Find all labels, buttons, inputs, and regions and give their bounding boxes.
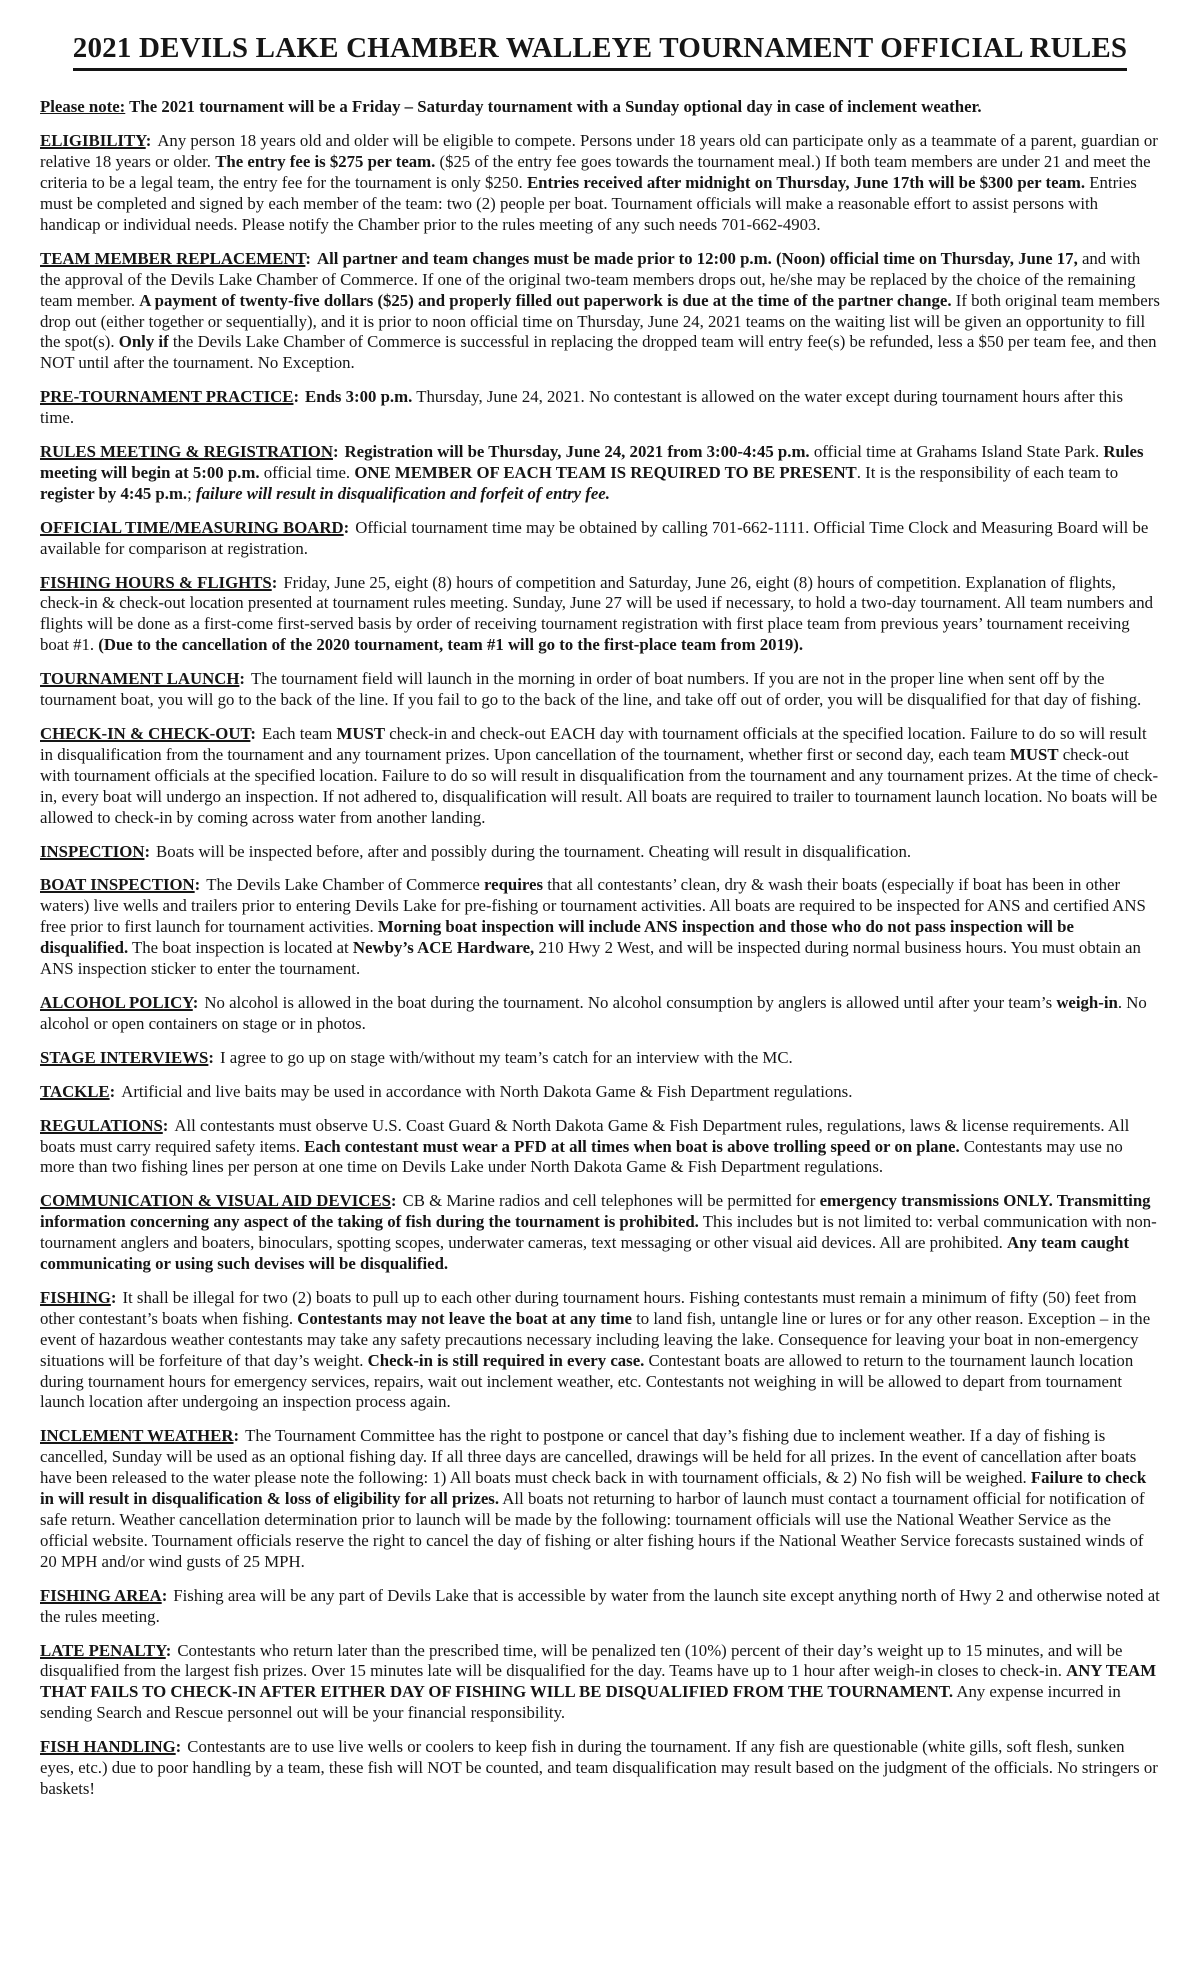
section-heading-colon: : [194, 875, 201, 895]
section-check-in-check-out [40, 724, 1160, 829]
section-heading-colon: : [162, 1115, 169, 1135]
section-rules-meeting-registration-run-0: Registration will be Thursday, June 24, 2021 from 3:00-4:45 p.m. [344, 442, 810, 462]
section-tournament-launch-run-0: The tournament field will launch in the morning in order of boat numbers. If you are not in the proper line when sent off by the tournament boat, you will go to the back of the line. If you fail to go to the back of the line, and take off out of order, you will be disqualified for that day of fishing. [40, 669, 1142, 710]
section-heading-colon: : [305, 248, 311, 268]
section-rules-meeting-registration-run-5: . It is the responsibility of each team to [856, 462, 1119, 482]
section-team-member-replacement-run-4: Only if [118, 332, 169, 352]
section-regulations-run-1: Each contestant must wear a PFD at all times when boat is above trolling speed or on plane. [304, 1136, 960, 1156]
section-boat-inspection-run-6: 210 Hwy 2 West, and will be inspected during normal business hours. You must obtain an ANS inspection sticker to enter the tournament. [40, 938, 1141, 979]
section-heading-colon: : [144, 841, 151, 861]
section-heading-fishing-area: FISHING AREA [40, 1585, 162, 1605]
section-heading-check-in-check-out: CHECK-IN & CHECK-OUT [40, 724, 251, 743]
section-fishing-run-1: Contestants may not leave the boat at any time [297, 1308, 632, 1328]
page-title [40, 32, 1160, 71]
section-communication-visual-aid-devices-run-2: This includes but is not limited to: verbal communication with non-tournament anglers and boaters, binoculars, spotting scopes, underwater cameras, text messaging or other visual aid devices. All are prohibited. [40, 1212, 1157, 1253]
section-heading-official-time-measuring-board: OFFICIAL TIME/MEASURING BOARD [40, 517, 344, 537]
section-team-member-replacement-run-2: A payment of twenty-five dollars ($25) and properly filled out paperwork is due at the time of the partner change. [139, 290, 952, 310]
please-note-label: Please note: [40, 97, 126, 117]
section-tackle [40, 1082, 1160, 1103]
section-communication-visual-aid-devices-run-1: emergency transmissions ONLY. Transmitting information concerning any aspect of the taking of fish during the tournament is prohibited. [40, 1191, 1151, 1232]
section-late-penalty-run-2: Any expense incurred in sending Search and Rescue personnel out will be your financial responsibility. [40, 1682, 1121, 1723]
section-rules-meeting-registration-run-2: Rules meeting will begin at 5:00 p.m. [40, 442, 1144, 482]
section-boat-inspection-run-1: requires [483, 875, 544, 895]
section-heading-colon: : [250, 724, 256, 743]
section-boat-inspection [40, 875, 1160, 980]
section-official-time-measuring-board [40, 518, 1160, 560]
section-heading-tournament-launch: TOURNAMENT LAUNCH [40, 669, 240, 689]
section-eligibility-run-3: Entries received after midnight on Thursday, June 17th will be $300 per team. [526, 173, 1086, 193]
section-rules-meeting-registration [40, 442, 1160, 505]
section-late-penalty [40, 1641, 1160, 1725]
page-title-text: 2021 DEVILS LAKE CHAMBER WALLEYE TOURNAMENT OFFICIAL RULES [73, 32, 1127, 71]
section-heading-boat-inspection: BOAT INSPECTION [40, 875, 195, 895]
section-team-member-replacement-run-3: If both original team members drop out (either together or sequentially), and it is prior to noon official time on Thursday, June 24, 2021 teams on the waiting list will be given an opportunity to fill the spot(s). [40, 290, 1160, 352]
section-team-member-replacement-run-5: the Devils Lake Chamber of Commerce is successful in replacing the dropped team will entry fee(s) be refunded, less a $50 per team fee, and then NOT until after the tournament. No Exception. [40, 332, 1157, 373]
section-tournament-launch [40, 669, 1160, 711]
section-eligibility-run-0: Any person 18 years old and older will be eligible to compete. Persons under 18 years old can participate only as a teammate of a parent, guardian or relative 18 years or older. [40, 131, 1158, 172]
section-rules-meeting-registration-run-6: register by 4:45 p.m. [40, 483, 188, 503]
section-heading-fishing: FISHING [40, 1287, 111, 1307]
section-inclement-weather-run-2: All boats not returning to harbor of launch must contact a tournament official for notification of safe return. Weather cancellation determination prior to launch will be made by the following: tournament officials will use the National Weather Service as the official website. Tournament officials reserve the right to cancel the day of fishing or alter fishing hours if the National Weather Service forecasts sustained winds of 20 MPH and/or wind gusts of 25 MPH. [40, 1489, 1145, 1571]
section-tackle-run-0: Artificial and live baits may be used in accordance with North Dakota Game & Fish Department regulations. [121, 1081, 853, 1101]
section-heading-fish-handling: FISH HANDLING [40, 1737, 176, 1757]
section-fishing-run-2: to land fish, untangle line or lures or for any other reason. Exception – in the event of hazardous weather contestants may take any safety precautions necessary including leaving the lake. Consequence for leaving your boat in non-emergency situations will be forfeiture of that day’s weight. [40, 1308, 1151, 1370]
section-heading-communication-visual-aid-devices: COMMUNICATION & VISUAL AID DEVICES [40, 1191, 391, 1211]
section-boat-inspection-run-4: The boat inspection is located at [128, 938, 353, 958]
section-eligibility-run-4: Entries must be completed and signed by each member of the team: two (2) people per boat. Tournament officials will make a reasonable effort to assist persons with handicap or individual needs. Please notify the Chamber prior to the rules meeting of any such needs 701-662-4903. [40, 173, 1137, 234]
section-alcohol-policy-run-1: weigh-in [1056, 992, 1118, 1012]
section-rules-meeting-registration-run-8: failure will result in disqualification and forfeit of entry fee. [196, 483, 610, 503]
section-fish-handling [40, 1737, 1160, 1800]
section-check-in-check-out-run-3: MUST [1010, 744, 1059, 764]
section-rules-meeting-registration-run-7: ; [187, 483, 196, 503]
section-fishing-hours-flights-run-0: Friday, June 25, eight (8) hours of competition and Saturday, June 26, eight (8) hours of competition. Explanation of flights, check-in & check-out location presented at tournament rules meeting. Sunday, June 27 will be used if necessary, to hold a two-day tournament. All team numbers and flights will be done as a first-come first-served basis by order of receiving tournament registration with first place team from previous years’ tournament receiving boat #1. [40, 572, 1153, 655]
section-pre-tournament-practice-run-1: Thursday, June 24, 2021. No contestant is allowed on the water except during tournament hours after this time. [40, 387, 1124, 428]
section-regulations-run-0: All contestants must observe U.S. Coast Guard & North Dakota Game & Fish Department rules, regulations, laws & license requirements. All boats must carry required safety items. [40, 1115, 1130, 1156]
section-check-in-check-out-run-1: MUST [336, 724, 386, 743]
section-heading-colon: : [109, 1081, 116, 1101]
section-regulations [40, 1116, 1160, 1179]
section-boat-inspection-run-2: that all contestants’ clean, dry & wash their boats (especially if boat has been in other waters) live wells and trailers prior to entering Devils Lake for pre-fishing or tournament activities. All boats are required to be inspected for ANS and certified ANS free prior to first launch for tournament activities. [40, 875, 1146, 937]
section-fishing-hours-flights [40, 573, 1160, 657]
section-heading-colon: : [343, 517, 350, 537]
section-fishing-run-0: It shall be illegal for two (2) boats to pull up to each other during tournament hours. Fishing contestants must remain a minimum of fifty (50) feet from other contestant’s boats when fishing. [40, 1287, 1137, 1328]
section-rules-meeting-registration-run-4: ONE MEMBER OF EACH TEAM IS REQUIRED TO BE PRESENT [354, 462, 857, 482]
section-heading-colon: : [271, 572, 278, 592]
section-check-in-check-out-run-0: Each team [261, 724, 337, 743]
section-inspection [40, 842, 1160, 863]
section-heading-colon: : [239, 669, 245, 689]
section-fishing-area-run-0: Fishing area will be any part of Devils Lake that is accessible by water from the launch site except anything north of Hwy 2 and otherwise noted at the rules meeting. [40, 1585, 1160, 1626]
section-check-in-check-out-run-4: check-out with tournament officials at the specified location. Failure to do so will result in disqualification from the tournament and any tournament prizes. At the time of check-in, every boat will undergo an inspection. If not adhered to, disqualification will result. All boats are required to trailer to tournament launch location. No boats will be allowed to check-in by coming across water from another landing. [40, 744, 1159, 827]
section-eligibility-run-2: ($25 of the entry fee goes towards the tournament meal.) If both team members are under 21 and meet the criteria to be a legal team, the entry fee for the tournament is only $250. [40, 152, 1151, 193]
section-eligibility [40, 131, 1160, 236]
section-inclement-weather-run-1: Failure to check in will result in disqualification & loss of eligibility for all prizes. [40, 1468, 1147, 1509]
section-heading-colon: : [161, 1585, 168, 1605]
section-heading-colon: : [110, 1287, 117, 1307]
section-boat-inspection-run-5: Newby’s ACE Hardware, [352, 938, 535, 958]
section-boat-inspection-run-3: Morning boat inspection will include ANS inspection and those who do not pass inspection will be disqualified. [40, 917, 1074, 958]
section-fishing-run-3: Check-in is still required in every case. [367, 1350, 645, 1370]
section-eligibility-run-1: The entry fee is $275 per team. [215, 152, 436, 172]
section-heading-inclement-weather: INCLEMENT WEATHER [40, 1426, 234, 1446]
section-heading-alcohol-policy: ALCOHOL POLICY [40, 992, 193, 1012]
section-alcohol-policy [40, 993, 1160, 1035]
section-fishing-hours-flights-run-1: (Due to the cancellation of the 2020 tournament, team #1 will go to the first-place team from 2019). [98, 635, 804, 655]
section-team-member-replacement-run-0: All partner and team changes must be made prior to 12:00 p.m. (Noon) official time on Thursday, June 17, [317, 248, 1078, 268]
section-inspection-run-0: Boats will be inspected before, after and possibly during the tournament. Cheating will result in disqualification. [156, 841, 912, 861]
section-heading-colon: : [165, 1640, 172, 1660]
section-rules-meeting-registration-run-1: official time at Grahams Island State Park. [809, 442, 1104, 462]
section-team-member-replacement [40, 249, 1160, 374]
section-heading-regulations: REGULATIONS [40, 1115, 163, 1135]
section-heading-eligibility: ELIGIBILITY [40, 131, 146, 151]
section-heading-stage-interviews: STAGE INTERVIEWS [40, 1047, 209, 1067]
section-alcohol-policy-run-0: No alcohol is allowed in the boat during the tournament. No alcohol consumption by anglers is allowed until after your team’s [204, 992, 1057, 1012]
section-heading-pre-tournament-practice: PRE-TOURNAMENT PRACTICE [40, 387, 294, 407]
section-heading-inspection: INSPECTION [40, 841, 145, 861]
section-fishing-area [40, 1586, 1160, 1628]
section-heading-colon: : [332, 442, 339, 462]
section-heading-late-penalty: LATE PENALTY [40, 1640, 166, 1660]
section-heading-colon: : [192, 992, 199, 1012]
section-pre-tournament-practice [40, 387, 1160, 429]
section-communication-visual-aid-devices-run-3: Any team caught communicating or using such devises will be disqualified. [40, 1233, 1130, 1274]
section-team-member-replacement-run-1: and with the approval of the Devils Lake Chamber of Commerce. If one of the original two-team members drops out, he/she may be replaced by the choice of the remaining team member. [40, 248, 1141, 310]
section-heading-colon: : [233, 1426, 240, 1446]
section-inclement-weather-run-0: The Tournament Committee has the right to postpone or cancel that day’s fishing due to inclement weather. If a day of fishing is cancelled, Sunday will be used as an optional fishing day. If all three days are cancelled, drawings will be held for all prizes. In the event of cancellation after boats have been released to the water please note the following: 1) All boats must check back in with tournament officials, & 2) No fish will be weighed. [40, 1426, 1137, 1488]
section-fish-handling-run-0: Contestants are to use live wells or coolers to keep fish in during the tournament. If any fish are questionable (white gills, soft flesh, sunken eyes, etc.) due to poor handling by a team, these fish will NOT be counted, and team disqualification may result based on the judgment of the officials. No stringers or baskets! [40, 1737, 1158, 1798]
rules-sections-container [40, 131, 1160, 1800]
section-heading-team-member-replacement: TEAM MEMBER REPLACEMENT [40, 248, 306, 268]
section-rules-meeting-registration-run-3: official time. [259, 462, 355, 482]
section-stage-interviews-run-0: I agree to go up on stage with/without my team’s catch for an interview with the MC. [219, 1047, 793, 1067]
please-note-paragraph [40, 97, 1160, 118]
section-heading-colon: : [293, 387, 300, 407]
section-fishing [40, 1288, 1160, 1413]
section-communication-visual-aid-devices [40, 1191, 1160, 1275]
section-heading-colon: : [390, 1191, 397, 1211]
section-fishing-run-4: Contestant boats are allowed to return to the tournament launch location during tournament hours for emergency services, repairs, wait out inclement weather, etc. Contestants not weighing in will be allowed to depart from tournament launch location after undergoing an inspection process again. [40, 1350, 1134, 1412]
section-regulations-run-2: Contestants may use no more than two fishing lines per person at one time on Devils Lake under North Dakota Game & Fish Department regulations. [40, 1136, 1123, 1177]
section-heading-colon: : [175, 1737, 182, 1757]
please-note-text: The 2021 tournament will be a Friday – Saturday tournament with a Sunday optional day in case of inclement weather. [125, 97, 982, 117]
section-heading-colon: : [208, 1047, 214, 1067]
section-official-time-measuring-board-run-0: Official tournament time may be obtained by calling 701-662-1111. Official Time Clock and Measuring Board will be available for comparison at registration. [40, 517, 1149, 558]
section-pre-tournament-practice-run-0: Ends 3:00 p.m. [305, 387, 413, 407]
section-alcohol-policy-run-2: . No alcohol or open containers on stage or in photos. [40, 992, 1147, 1033]
section-stage-interviews [40, 1048, 1160, 1069]
section-communication-visual-aid-devices-run-0: CB & Marine radios and cell telephones will be permitted for [402, 1191, 820, 1211]
section-boat-inspection-run-0: The Devils Lake Chamber of Commerce [206, 875, 484, 895]
section-heading-tackle: TACKLE [40, 1081, 110, 1101]
section-inclement-weather [40, 1426, 1160, 1572]
section-heading-fishing-hours-flights: FISHING HOURS & FLIGHTS [40, 572, 272, 592]
section-heading-rules-meeting-registration: RULES MEETING & REGISTRATION [40, 442, 333, 462]
section-late-penalty-run-1: ANY TEAM THAT FAILS TO CHECK-IN AFTER EITHER DAY OF FISHING WILL BE DISQUALIFIED FROM THE TOURNAMENT. [40, 1661, 1157, 1702]
section-heading-colon: : [145, 131, 152, 151]
section-check-in-check-out-run-2: check-in and check-out EACH day with tournament officials at the specified location. Failure to do so will result in disqualification from the tournament and any tournament prizes. Upon cancellation of the tournament, whether first or second day, each team [40, 724, 1147, 764]
section-late-penalty-run-0: Contestants who return later than the prescribed time, will be penalized ten (10%) percent of their day’s weight up to 15 minutes, and will be disqualified from the largest fish prizes. Over 15 minutes late will be disqualified for the day. Teams have up to 1 hour after weigh-in closes to check-in. [40, 1640, 1123, 1681]
